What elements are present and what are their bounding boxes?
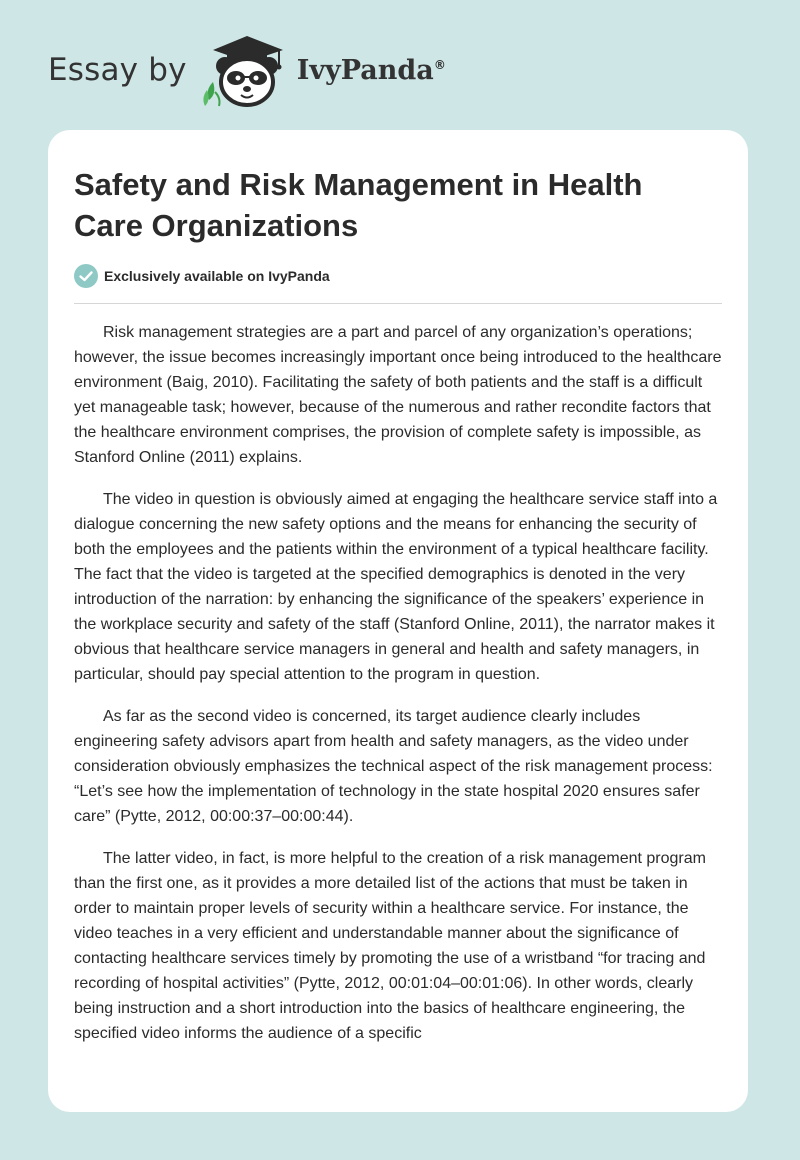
paragraph: The video in question is obviously aimed at engaging the healthcare service staff into a dialogue concerning the new safety options and the means for enhancing the security of both the employees and the patients within the environment of a typical healthcare facility. The fact that the video is targeted at the specified demographics is denoted in the very introduction of the narration: by enhancing the significance of the speakers’ experience in the workplace security and safety of the staff (Stanford Online, 2011), the narrator makes it obvious that healthcare service managers in general and health and safety managers, in particular, should pay special attention to the program in question. (74, 491, 718, 683)
paragraph: Risk management strategies are a part and parcel of any organization’s operations; however, the issue becomes increasingly important once being introduced to the healthcare environment (Baig, 2010). Facilitating the safety of both patients and the staff is a difficult yet manageable task; however, because of the numerous and rather recondite factors that the healthcare environment comprises, the provision of complete safety is impossible, as Stanford Online (2011) explains. (74, 324, 722, 466)
check-circle-icon (74, 264, 98, 288)
paragraph: As far as the second video is concerned, its target audience clearly includes engineering safety advisors apart from health and safety managers, as the video under consideration obviously emphasizes the technical aspect of the risk management process: “Let’s see how the implementation of technology in the state hospital 2020 ensures safer care” (Pytte, 2012, 00:00:37–00:00:44). (74, 708, 713, 825)
exclusive-badge (74, 264, 330, 288)
exclusive-badge-text: Exclusively available on IvyPanda (104, 268, 330, 284)
registered-mark: ® (433, 57, 446, 72)
divider (74, 303, 722, 304)
brand-name (297, 55, 446, 86)
essay-body (74, 320, 724, 1063)
brand-name-text: IvyPanda (296, 54, 434, 86)
essay-by-label: Essay by (48, 52, 187, 88)
page-title: Safety and Risk Management in Health Care Organizations (74, 167, 643, 243)
paragraph: The latter video, in fact, is more helpful to the creation of a risk management program than the first one, as it provides a more detailed list of the actions that must be taken in order to maintain proper levels of security within a healthcare service. For instance, the video teaches in a very efficient and understandable manner about the significance of contacting healthcare services timely by promoting the use of a wristband “for tracing and recording of hospital activities” (Pytte, 2012, 00:01:04–00:01:06). In other words, clearly being instruction and a short introduction into the basics of healthcare engineering, the specified video informs the audience of a specific (74, 850, 706, 1042)
site-header (48, 30, 446, 110)
panda-logo-icon[interactable] (199, 30, 291, 110)
essay-card (48, 130, 748, 1112)
